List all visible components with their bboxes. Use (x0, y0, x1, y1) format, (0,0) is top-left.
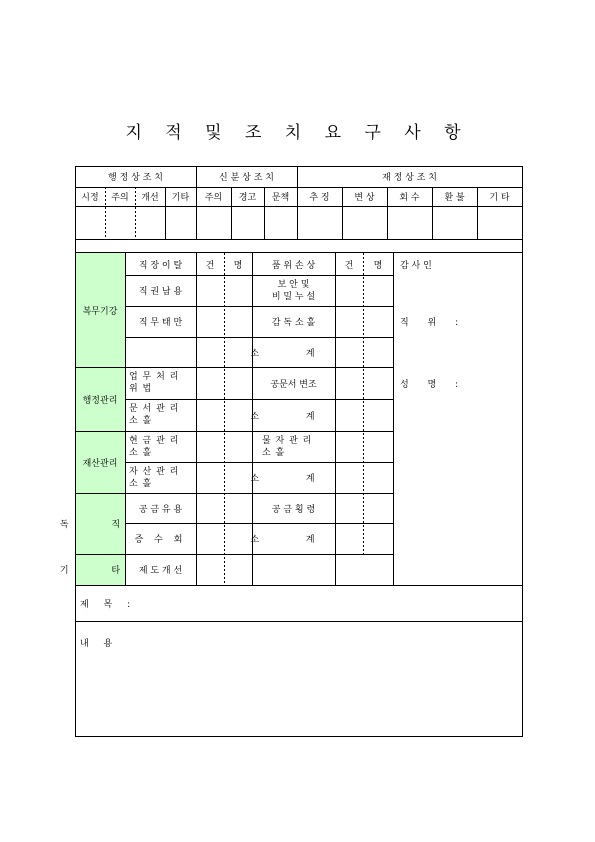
document-title: 지 적 및 조 치 요 구 사 항 (125, 123, 470, 143)
name-label: 성 명 : (400, 379, 467, 390)
category-haengjeong: 행정관리 (82, 395, 118, 406)
header-personnel-action: 신 분 상 조 치 (219, 173, 274, 183)
category-dokjik: 독 직 (59, 520, 141, 530)
subheader-juui-2: 주의 (204, 193, 223, 203)
inspector-label: 감 사 인 (400, 260, 432, 271)
item-jedo-gaeseon: 제 도 개 선 (138, 566, 183, 576)
position-label: 직 위 : (400, 318, 467, 328)
item-jeungsuhoe: 증 수 회 (134, 535, 187, 545)
subheader-gita-2: 기 타 (489, 193, 510, 203)
item-blank (125, 337, 196, 367)
item-sogye-4: 소 계 (250, 535, 337, 545)
item-jikmu-taeman: 직 무 태 만 (138, 318, 183, 328)
header-financial-action: 재 정 상 조 치 (382, 173, 437, 183)
item-boan-bimil: 보 안 및 비 밀 누 설 (271, 279, 316, 302)
subject-label: 제 목 : (80, 600, 137, 610)
subheader-chujing: 추 징 (309, 193, 330, 203)
item-sogye-1: 소 계 (250, 348, 337, 359)
item-gamdok-sohol: 감 독 소 홀 (271, 318, 316, 328)
item-sogye-3: 소 계 (250, 474, 337, 484)
subheader-munchaek: 문책 (271, 193, 290, 203)
subheader-hoesu: 회 수 (399, 193, 420, 203)
item-sogye-2: 소 계 (250, 411, 337, 422)
subheader-gita: 기타 (171, 193, 190, 203)
item-pumwi-sonsang: 품 위 손 상 (271, 260, 316, 271)
item-jikgwon-namyong: 직 권 남 용 (138, 287, 183, 297)
item-mulja-gwanri: 물 자 관 리 소 홀 (262, 435, 313, 458)
content-label: 내 용 (80, 638, 119, 649)
item-gongmunseo-byeonjo: 공문서 변조 (270, 379, 317, 390)
item-hyeongeum-gwanri: 현 금 관 리 소 홀 (129, 435, 180, 458)
count-header-gun: 건 (205, 260, 215, 271)
category-bokmu: 복무기강 (82, 306, 118, 317)
subheader-byeonsang: 변 상 (354, 193, 375, 203)
header-admin-action: 행 정 상 조 치 (108, 173, 163, 183)
item-jikjang-italb: 직 장 이 탈 (138, 260, 183, 271)
subheader-gaeseon: 개선 (141, 193, 159, 203)
subheader-gyeonggo: 경고 (238, 193, 257, 203)
item-gonggeum-hoengnyeong: 공 금 횡 령 (271, 504, 316, 515)
category-jaesan: 재산관리 (82, 458, 118, 469)
category-gita: 기 타 (59, 566, 141, 576)
subheader-hwanbul: 환 불 (444, 193, 465, 203)
item-eommu-cheori: 업 무 처 리 위 법 (129, 372, 180, 394)
item-gonggeum-yuyong: 공 금 유 용 (138, 504, 183, 515)
count-header-myeong-2: 명 (373, 260, 383, 271)
item-munseo-gwanri: 문 서 관 리 소 홀 (129, 404, 180, 426)
subheader-juui: 주의 (111, 193, 129, 203)
count-header-gun-2: 건 (344, 260, 354, 271)
item-jasan-gwanri: 자 산 관 리 소 홀 (129, 466, 180, 489)
count-header-myeong: 명 (233, 260, 243, 271)
subheader-sijeong: 시정 (81, 193, 99, 203)
